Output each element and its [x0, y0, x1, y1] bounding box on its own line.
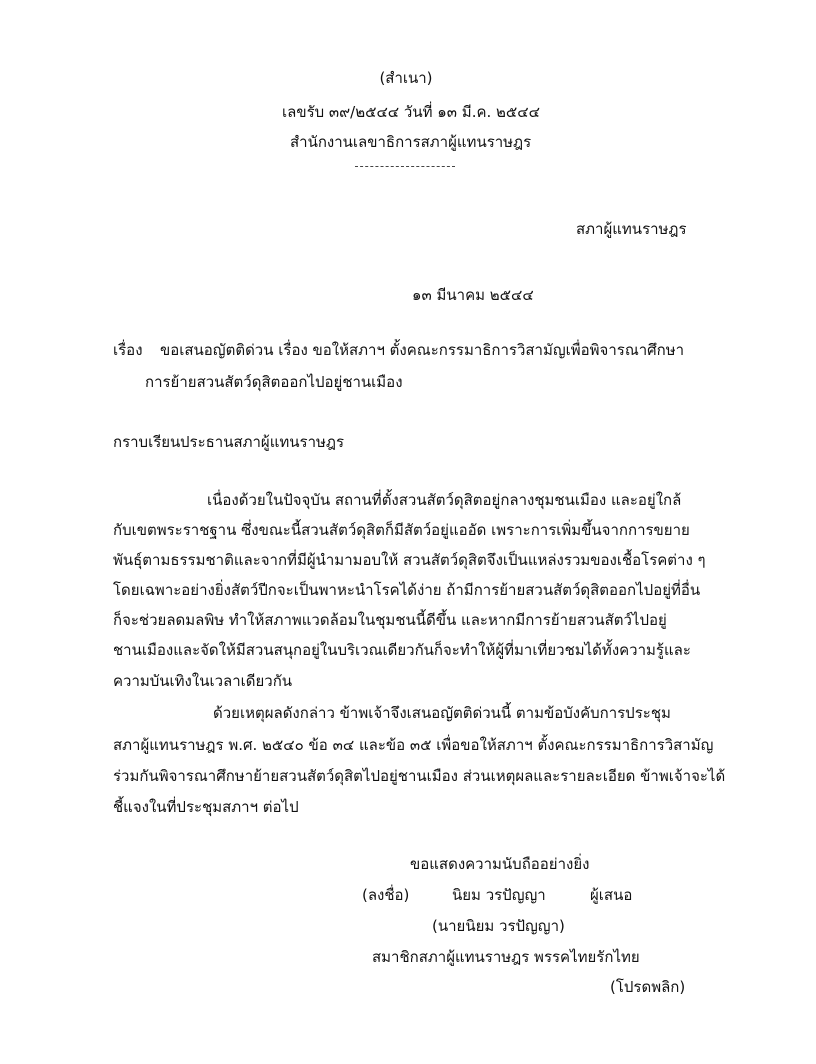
salutation-label: กราบเรียน	[113, 433, 181, 451]
letter-date: ๑๓ มีนาคม ๒๕๔๔	[412, 286, 534, 304]
body-p2-line: ชี้แจงในที่ประชุมสภาฯ ต่อไป	[113, 798, 299, 816]
salutation-recipient: ประธานสภาผู้แทนราษฎร	[180, 433, 345, 451]
signer-role: ผู้เสนอ	[590, 886, 633, 904]
subject-line-2: การย้ายสวนสัตว์ดุสิตออกไปอยู่ชานเมือง	[145, 373, 403, 391]
copy-mark: (สำเนา)	[379, 69, 433, 87]
printed-name: (นายนิยม วรปัญญา)	[432, 917, 565, 935]
body-p1-line: ความบันเทิงในเวลาเดียวกัน	[113, 672, 293, 690]
signature: นิยม วรปัญญา	[452, 886, 546, 904]
body-p2-line: สภาผู้แทนราษฎร พ.ศ. ๒๕๔๐ ข้อ ๓๔ และข้อ ๓๕ เพื่อขอให้สภาฯ ตั้งคณะกรรมาธิการวิสามัญ	[113, 736, 714, 754]
body-p1-line: กับเขตพระราชฐาน ซึ่งขณะนี้สวนสัตว์ดุสิตก็มีสัตว์อยู่แออัด เพราะการเพิ่มขึ้นจากการขยาย	[113, 521, 690, 539]
subject-label: เรื่อง	[113, 341, 143, 359]
office-name: สำนักงานเลขาธิการสภาผู้แทนราษฎร	[290, 133, 532, 151]
regards: ขอแสดงความนับถืออย่างยิ่ง	[410, 855, 590, 873]
sender: สภาผู้แทนราษฎร	[576, 220, 687, 238]
receipt-number: เลขรับ ๓๙/๒๕๔๔ วันที่ ๑๓ มี.ค. ๒๕๔๔	[282, 103, 540, 121]
divider	[355, 166, 455, 167]
signer-position: สมาชิกสภาผู้แทนราษฎร พรรคไทยรักไทย	[372, 948, 640, 966]
subject-line-1: ขอเสนอญัตติด่วน เรื่อง ขอให้สภาฯ ตั้งคณะกรรมาธิการวิสามัญเพื่อพิจารณาศึกษา	[160, 341, 685, 359]
body-p1-line: พันธุ์ตามธรรมชาติและจากที่มีผู้นำมามอบให้ สวนสัตว์ดุสิตจึงเป็นแหล่งรวมของเชื้อโรคต่าง ๆ	[113, 551, 706, 569]
body-p1-line: ชานเมืองและจัดให้มีสวนสนุกอยู่ในบริเวณเดียวกันก็จะทำให้ผู้ที่มาเที่ยวชมได้ทั้งความรู้และ	[113, 641, 691, 659]
body-p1-line: ก็จะช่วยลดมลพิษ ทำให้สภาพแวดล้อมในชุมชนนี้ดีขึ้น และหากมีการย้ายสวนสัตว์ไปอยู่	[113, 611, 667, 629]
turn-over-note: (โปรดพลิก)	[610, 978, 686, 996]
sign-label: (ลงชื่อ)	[362, 886, 410, 904]
body-p2-line: ด้วยเหตุผลดังกล่าว ข้าพเจ้าจึงเสนอญัตติด่วนนี้ ตามข้อบังคับการประชุม	[213, 704, 671, 722]
body-p1-line: โดยเฉพาะอย่างยิ่งสัตว์ปีกจะเป็นพาหะนำโรคได้ง่าย ถ้ามีการย้ายสวนสัตว์ดุสิตออกไปอยู่ที่อื่น	[113, 581, 701, 599]
body-p1-line: เนื่องด้วยในปัจจุบัน สถานที่ตั้งสวนสัตว์ดุสิตอยู่กลางชุมชนเมือง และอยู่ใกล้	[207, 491, 682, 509]
body-p2-line: ร่วมกันพิจารณาศึกษาย้ายสวนสัตว์ดุสิตไปอยู่ชานเมือง ส่วนเหตุผลและรายละเอียด ข้าพเจ้าจะได้	[113, 767, 726, 785]
